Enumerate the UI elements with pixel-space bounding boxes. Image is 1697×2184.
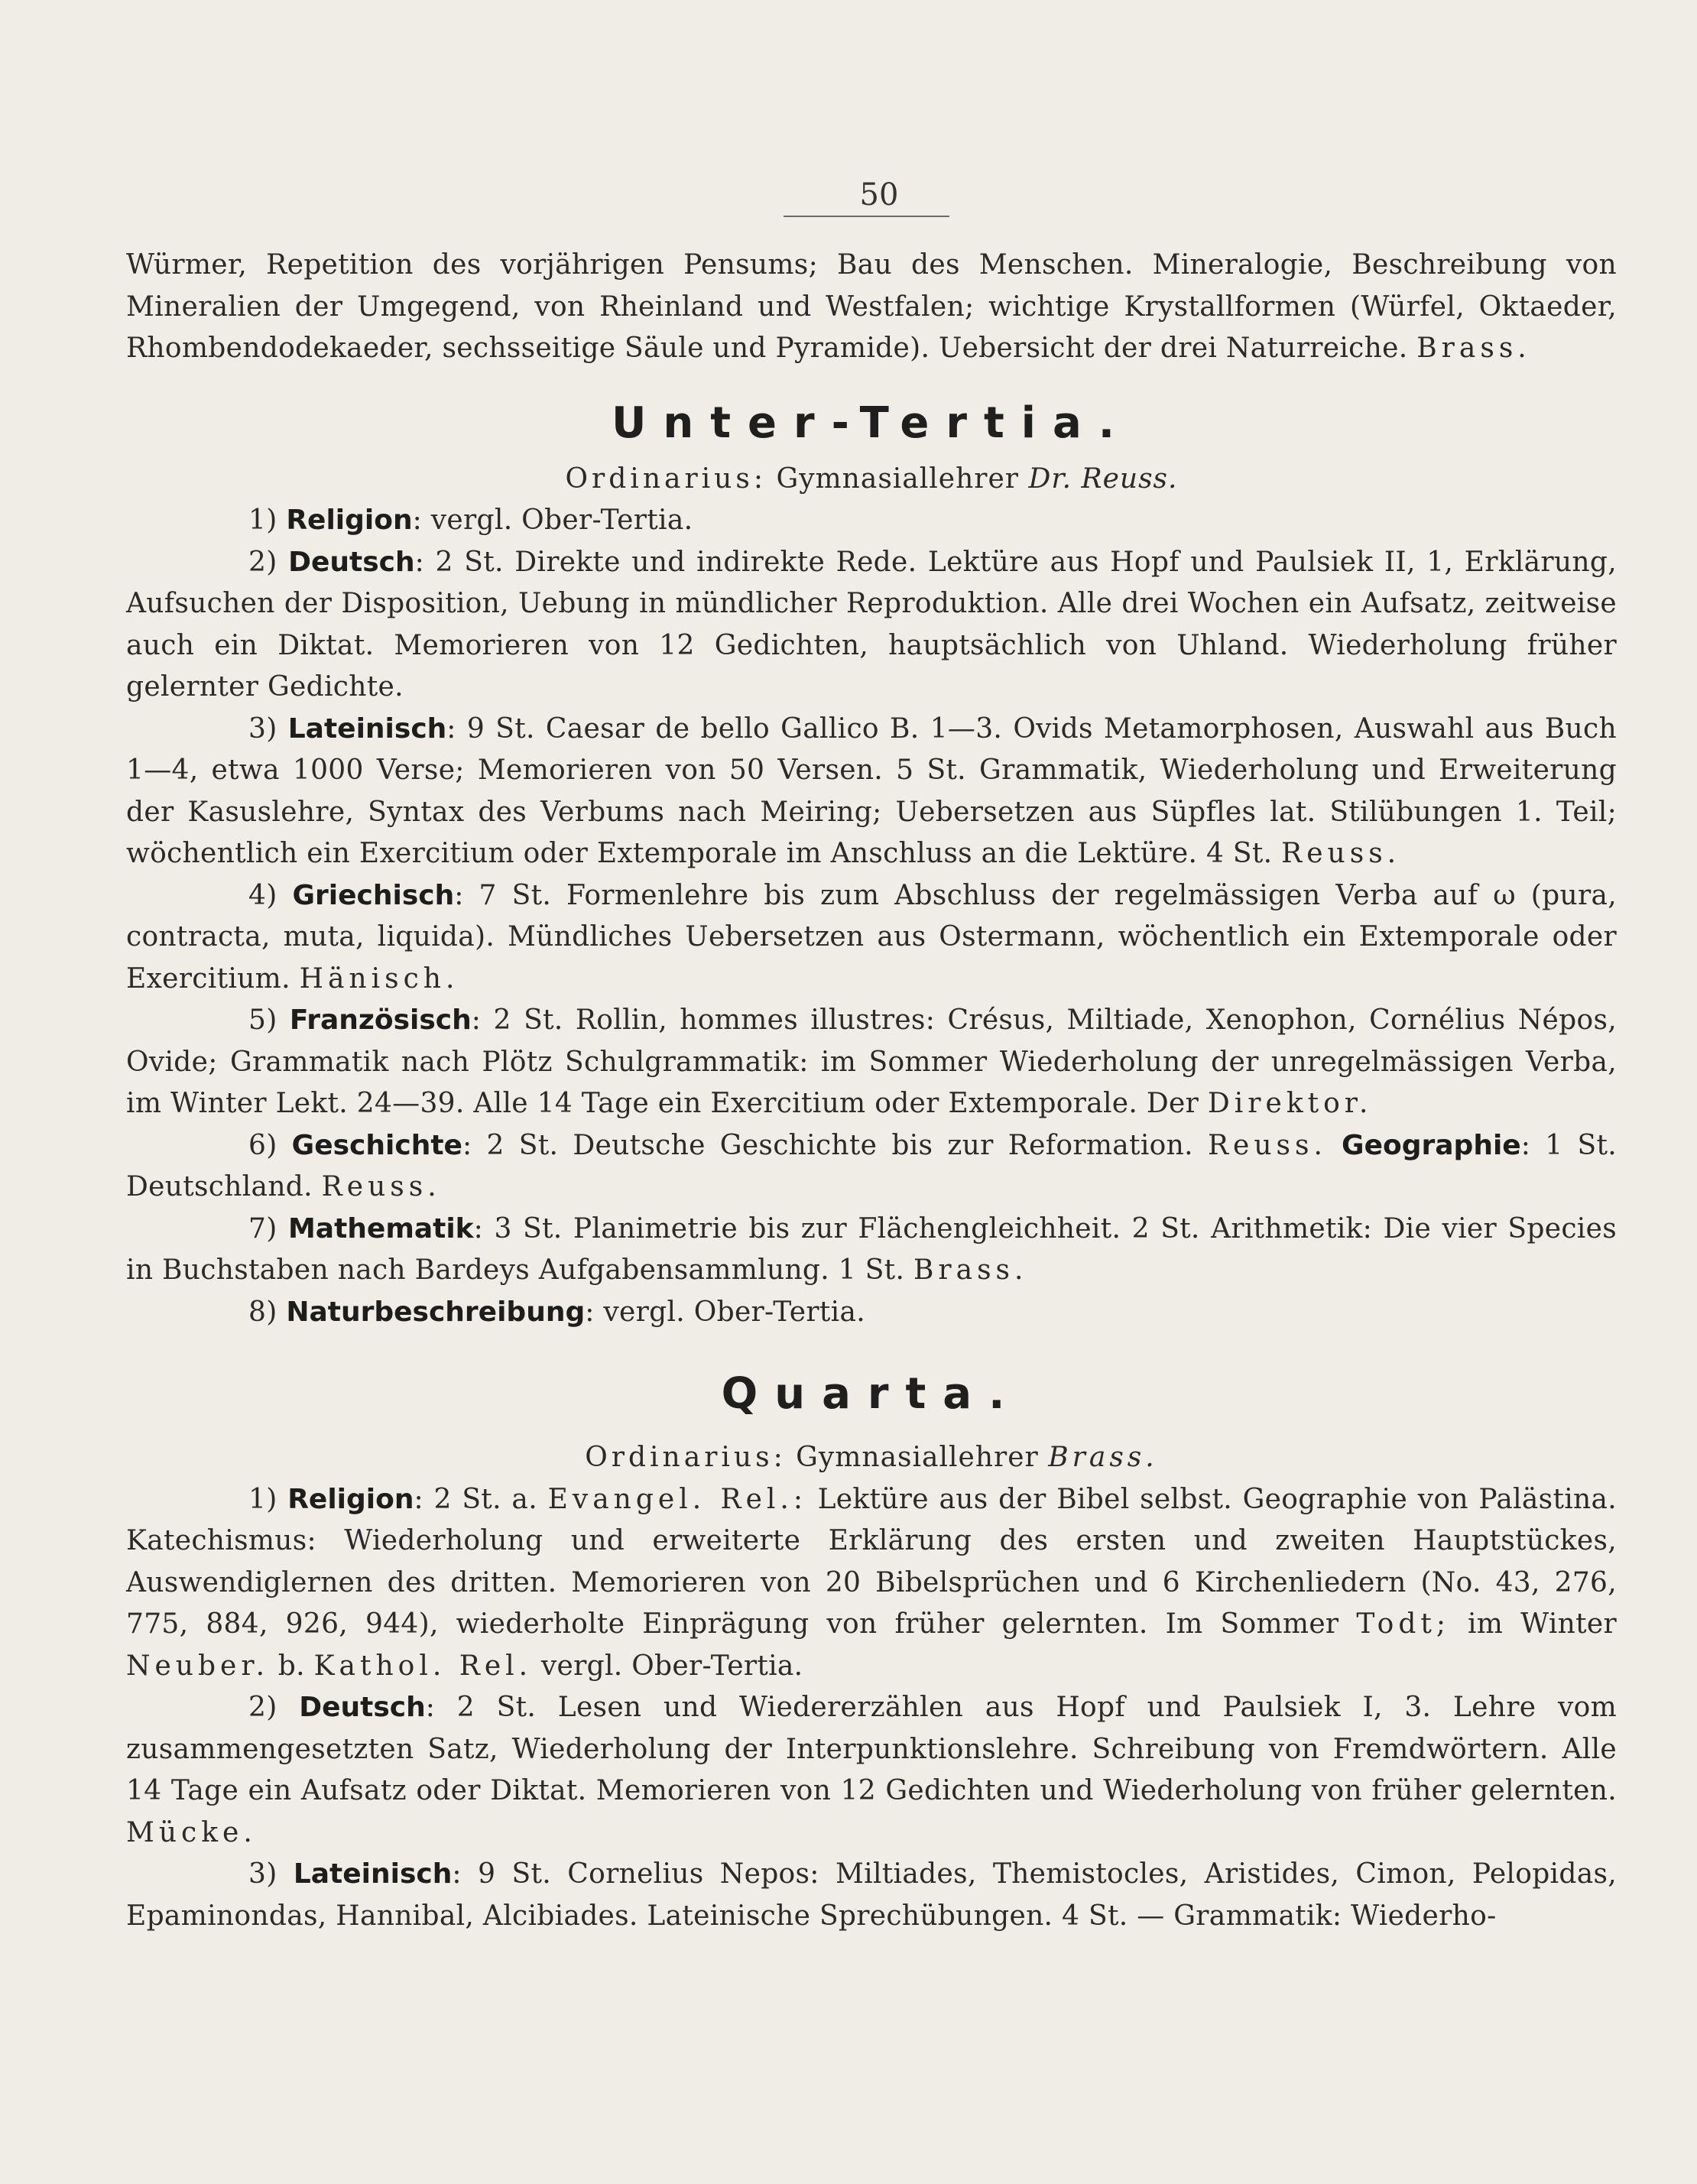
ordinarius-name: Dr. Reuss.	[1028, 462, 1178, 495]
item-text: : 2 St. a.	[414, 1483, 537, 1515]
q-item-lateinisch	[126, 1854, 1617, 1937]
item-text: : 2 St. Rollin, hommes illustres: Crésus, Miltiade, Xenophon, Cornélius Népos, Ovide; Grammatik nach Plötz Schulgrammatik: im Sommer Wiederholung der unregelmässigen Verba, im Winter Lekt. 24—39. Alle 14 Tage ein Exercitium oder Extemporale. Der	[126, 1004, 1617, 1119]
item-text-geographie: : 1 St. Deutschland.	[126, 1129, 1618, 1202]
item-text-evangel: Lektüre aus der Bibel selbst. Geographie von Palästina. Katechismus: Wiederholung und erweiterte Erklärung des ersten und zweiten Hauptstückes, Auswendiglernen des dritten. Memorieren von 20 Bibelsprüchen und 6 Kirchenliedern (No. 43, 276, 775, 884, 926, 944), wiederholte Einprägung von früher gelernten. Im Sommer	[126, 1483, 1618, 1640]
subject-title: Griechisch	[292, 879, 455, 911]
religion-kathol-label: Kathol. Rel.	[313, 1650, 533, 1682]
item-text: : 2 St. Direkte und indirekte Rede. Lektüre aus Hopf und Paulsiek II, 1, Erklärung, Aufsuchen der Disposition, Uebung in mündlicher Reproduktion. Alle drei Wochen ein Aufsatz, zeitweise auch ein Diktat. Memorieren von 12 Gedichten, hauptsächlich von Uhland. Wiederholung früher gelernter Gedichte.	[126, 546, 1617, 703]
subject-title: Lateinisch	[293, 1858, 453, 1890]
teacher-name: Direktor.	[1207, 1088, 1373, 1119]
subject-title-geographie: Geographie	[1342, 1129, 1521, 1161]
ut-item-griechisch	[126, 875, 1617, 1001]
subject-title: Religion	[287, 1483, 414, 1515]
item-text: : vergl. Ober-Tertia.	[412, 505, 693, 536]
ut-item-deutsch	[126, 542, 1617, 709]
item-text: : 9 St. Caesar de bello Gallico B. 1—3. Ovids Metamorphosen, Auswahl aus Buch 1—4, etwa 1000 Verse; Memorieren von 50 Versen. 5 St. Grammatik, Wiederholung und Erweiterung der Kasuslehre, Syntax des Verbums nach Meiring; Uebersetzen aus Süpfles lat. Stilübungen 1. Teil; wöchentlich ein Exercitium oder Extemporale im Anschluss an die Lektüre. 4 St.	[126, 712, 1617, 869]
item-number: 4)	[248, 879, 277, 911]
ordinarius-rank: Gymnasiallehrer	[796, 1442, 1039, 1473]
q-item-deutsch	[126, 1687, 1617, 1854]
intro-text: Würmer, Repetition des vorjährigen Pensums; Bau des Menschen. Mineralogie, Beschreibung von Mineralien der Umgegend, von Rheinland und Westfalen; wichtige Krystallformen (Würfel, Oktaeder, Rhombendodekaeder, sechsseitige Säule und Pyramide). Uebersicht der drei Naturreiche.	[126, 249, 1617, 364]
teacher-name: Mücke.	[126, 1816, 257, 1848]
ut-item-mathematik	[126, 1209, 1617, 1292]
item-text-kathol: vergl. Ober-Tertia.	[540, 1650, 803, 1682]
ut-item-lateinisch	[126, 709, 1617, 875]
subject-title: Mathematik	[287, 1212, 474, 1245]
item-number: 1)	[248, 505, 277, 536]
subject-title: Geschichte	[291, 1129, 462, 1161]
item-text-winter: im Winter	[1467, 1608, 1618, 1640]
page-content	[126, 245, 1617, 1937]
teacher-name-geographie: Reuss.	[321, 1171, 441, 1202]
religion-kathol-prefix: b.	[277, 1650, 305, 1682]
ordinarius-label: Ordinarius:	[565, 462, 767, 495]
q-item-religion	[126, 1479, 1617, 1688]
subject-title: Lateinisch	[287, 712, 447, 745]
item-text: : 3 St. Planimetrie bis zur Flächengleichheit. 2 St. Arithmetik: Die vier Species in Buchstaben nach Bardeys Aufgabensammlung. 1 St.	[126, 1212, 1617, 1286]
item-text: : 7 St. Formenlehre bis zum Abschluss der regelmässigen Verba auf ω (pura, contracta, muta, liquida). Mündliches Uebersetzen aus Ostermann, wöchentlich ein Extemporale oder Exercitium.	[126, 879, 1618, 995]
subject-title: Religion	[286, 505, 413, 536]
item-text: : 2 St. Deutsche Geschichte bis zur Reformation.	[462, 1129, 1193, 1161]
teacher-name-winter: Neuber.	[126, 1650, 270, 1682]
item-number: 6)	[248, 1129, 277, 1161]
section-heading-quarta: Quarta.	[721, 1369, 1022, 1419]
ut-item-religion	[126, 500, 1617, 542]
subject-title: Deutsch	[288, 546, 415, 578]
item-number: 2)	[248, 546, 277, 578]
teacher-name: Reuss.	[1207, 1129, 1327, 1161]
teacher-name: Reuss.	[1281, 838, 1401, 869]
section-heading-unter-tertia: Unter-Tertia.	[611, 398, 1132, 448]
item-number: 5)	[248, 1004, 277, 1036]
item-number: 3)	[248, 712, 277, 745]
subject-title: Französisch	[289, 1004, 472, 1036]
item-number: 1)	[248, 1483, 277, 1515]
intro-paragraph	[126, 245, 1617, 370]
teacher-name: Hänisch.	[299, 962, 459, 995]
item-text: : 2 St. Lesen und Wiedererzählen aus Hopf und Paulsiek I, 3. Lehre vom zusammengesetzten Satz, Wiederholung der Interpunktionslehre. Schreibung von Fremdwörtern. Alle 14 Tage ein Aufsatz oder Diktat. Memorieren von 12 Gedichten und Wiederholung von früher gelernten.	[126, 1692, 1618, 1806]
religion-evangel-label: Evangel. Rel.:	[547, 1483, 807, 1515]
ut-item-geschichte	[126, 1125, 1617, 1209]
item-text: : 9 St. Cornelius Nepos: Miltiades, Themistocles, Aristides, Cimon, Pelopidas, Epaminondas, Hannibal, Alcibiades. Lateinische Sprechübungen. 4 St. — Grammatik: Wiederho-	[126, 1858, 1617, 1932]
item-number: 8)	[248, 1296, 277, 1328]
ut-item-franzoesisch	[126, 1000, 1617, 1125]
ordinarius-rank: Gymnasiallehrer	[776, 462, 1020, 495]
ut-item-naturbeschreibung	[126, 1292, 1617, 1334]
ordinarius-unter-tertia	[126, 459, 1617, 501]
ordinarius-label: Ordinarius:	[585, 1442, 787, 1473]
item-text: : vergl. Ober-Tertia.	[585, 1296, 865, 1328]
ordinarius-name: Brass.	[1048, 1442, 1158, 1473]
teacher-name-summer: Todt;	[1356, 1608, 1450, 1640]
header-rule	[784, 216, 949, 217]
subject-title: Naturbeschreibung	[286, 1296, 586, 1328]
ordinarius-quarta	[126, 1437, 1617, 1479]
page-number: 50	[859, 177, 899, 213]
item-number: 3)	[248, 1858, 277, 1890]
intro-teacher: Brass.	[1416, 333, 1531, 364]
teacher-name: Brass.	[913, 1254, 1028, 1286]
item-number: 7)	[248, 1212, 277, 1245]
item-number: 2)	[248, 1692, 277, 1723]
subject-title: Deutsch	[299, 1692, 426, 1723]
